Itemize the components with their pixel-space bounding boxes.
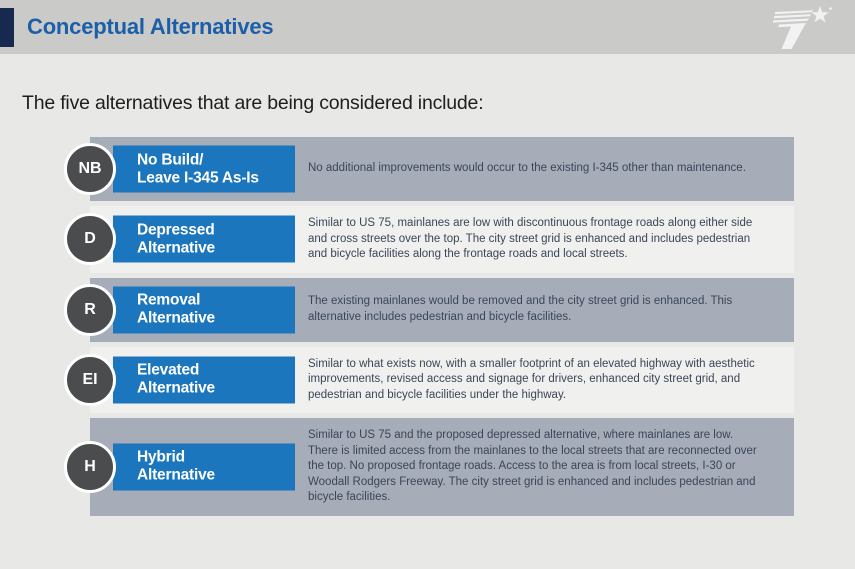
alternative-badge [64,284,116,336]
alternative-title-line2: Alternative [137,466,215,484]
alternative-description: No additional improvements would occur to the existing I-345 other than maintenance. [308,162,746,175]
header-accent-bar [0,8,14,47]
txdot-star-logo-icon [757,2,841,50]
alternative-title-box [113,443,295,490]
alternative-row [84,278,794,342]
page-title: Conceptual Alternatives [27,14,274,39]
alternative-badge [64,441,116,493]
alternative-title-line1: Elevated [137,361,200,379]
alternative-title-line1: No Build/ [137,151,204,168]
alternative-title-line1: Hybrid [137,448,185,466]
alternative-title-box [113,216,295,263]
alternative-row [84,418,794,516]
alternative-title-line2: Leave I-345 As-Is [137,169,259,186]
alternative-description: Similar to US 75 and the proposed depressed alternative, where mainlanes are low. There is limited access from the mainlanes to the local streets that are reconnected over the top. No proposed frontage roads. Access to the area is from local streets, I-30 or Woodall Rodgers Freeway. The city street grid is enhanced and includes pedestrian and bicycle facilities. [308,429,757,503]
alternative-row [84,206,794,273]
intro-text: The five alternatives that are being considered include: [22,92,484,114]
alternative-badge-label: EI [82,370,98,388]
alternative-row [78,137,794,201]
alternative-description: Similar to US 75, mainlanes are low with discontinuous frontage roads along either side and cross streets over the top. The city street grid is enhanced and includes pedestrian and bicycle facilities along the frontage roads and local streets. [308,217,753,260]
alternative-badge-label: NB [78,160,102,177]
alternative-title-line1: Removal [137,291,201,309]
alternative-badge [64,143,116,195]
alternative-title-line2: Alternative [137,239,215,257]
alternative-description: The existing mainlanes would be removed and the city street grid is enhanced. This alternative includes pedestrian and bicycle facilities. [308,295,733,323]
alternative-badge [64,213,116,265]
alternative-badge-label: H [84,457,96,475]
alternatives-list [78,137,794,516]
alternative-title-line2: Alternative [137,379,215,397]
alternative-badge-label: R [84,300,96,318]
alternative-title-box [113,286,295,333]
alternative-title-box [113,146,295,193]
alternative-badge [64,354,116,406]
alternative-description: Similar to what exists now, with a smaller footprint of an elevated highway with aesthetic improvements, revised access and signage for drivers, enhanced city street grid, and pedestrian and bicycle facilities under the highway. [308,357,755,401]
alternative-title-line2: Alternative [137,309,215,327]
alternative-title-line1: Depressed [137,221,215,239]
alternative-badge-label: D [84,230,96,248]
alternative-row [82,347,794,414]
alternative-title-box [113,356,295,403]
slide-header [0,0,855,54]
